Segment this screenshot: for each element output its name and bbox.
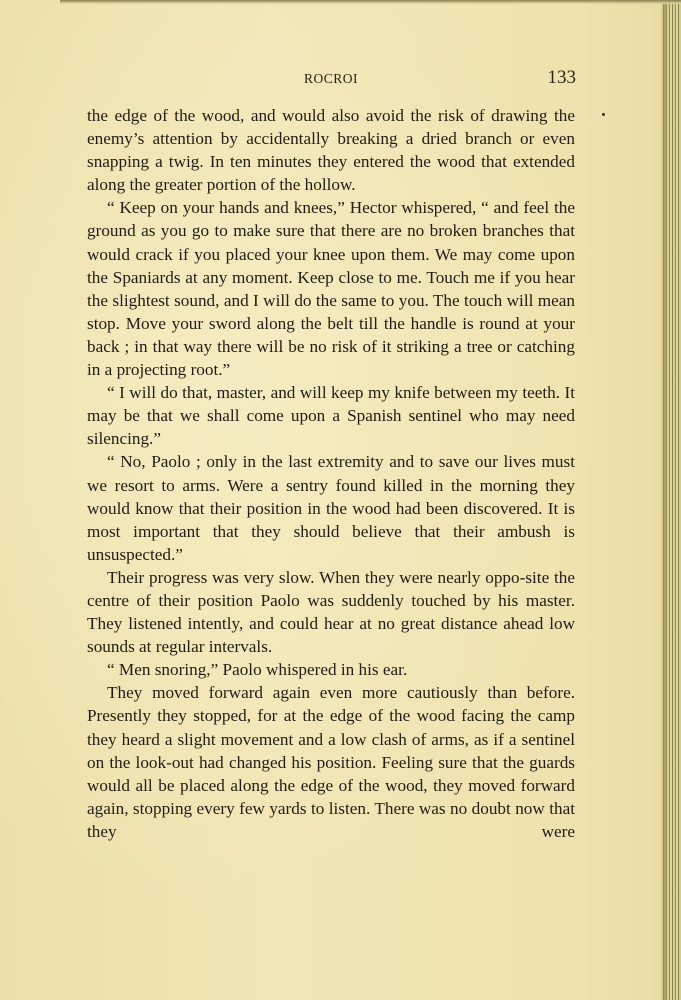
paragraph: They moved forward again even more cautiously than before. Presently they stopped, for at the edge of the wood facing the camp they heard a slight movement and a low clash of arms, as if a sentinel on the look-out had changed his position. Feeling sure that the guards would all be placed along the edge of the wood, they moved forward again, stopping every few yards to listen. There was no doubt now that they were <box>87 683 575 841</box>
body-text <box>87 104 575 843</box>
ink-speck <box>602 113 605 116</box>
paragraph: “ Men snoring,” Paolo whispered in his ear. <box>107 660 408 680</box>
page-number: 133 <box>547 67 576 88</box>
paragraph: the edge of the wood, and would also avoid the risk of drawing the enemy’s attention by accidentally breaking a dried branch or even snapping a twig. In ten minutes they entered the wood that extended along the greater portion of the hollow. <box>87 106 575 195</box>
page-header <box>86 68 576 92</box>
paragraph: Their progress was very slow. When they were nearly oppo-site the centre of their position Paolo was suddenly touched by his master. They listened intently, and could hear at no great distance ahead low sounds at regular intervals. <box>87 567 575 657</box>
page-fold-shadow <box>664 4 667 1000</box>
paragraph: “ Keep on your hands and knees,” Hector whispered, “ and feel the ground as you go to make sure that there are no broken branches that would crack if you placed your knee upon them. We may come upon the Spaniards at any moment. Keep close to me. Touch me if you hear the slightest sound, and I will do the same to you. The touch will mean stop. Move your sword along the belt till the handle is round at your back ; in that way there will be no risk of it striking a tree or catching in a projecting root.” <box>87 198 575 380</box>
paragraph: “ I will do that, master, and will keep my knife between my teeth. It may be that we shall come upon a Spanish sentinel who may need silencing.” <box>87 383 575 449</box>
page-top-edge <box>60 0 681 4</box>
running-title: ROCROI <box>303 71 358 86</box>
paragraph: “ No, Paolo ; only in the last extremity and to save our lives must we resort to arms. Were a sentry found killed in the morning they would know that their position in the wood had been discovered. It is most important that they should believe that their ambush is unsuspected.” <box>87 452 575 564</box>
